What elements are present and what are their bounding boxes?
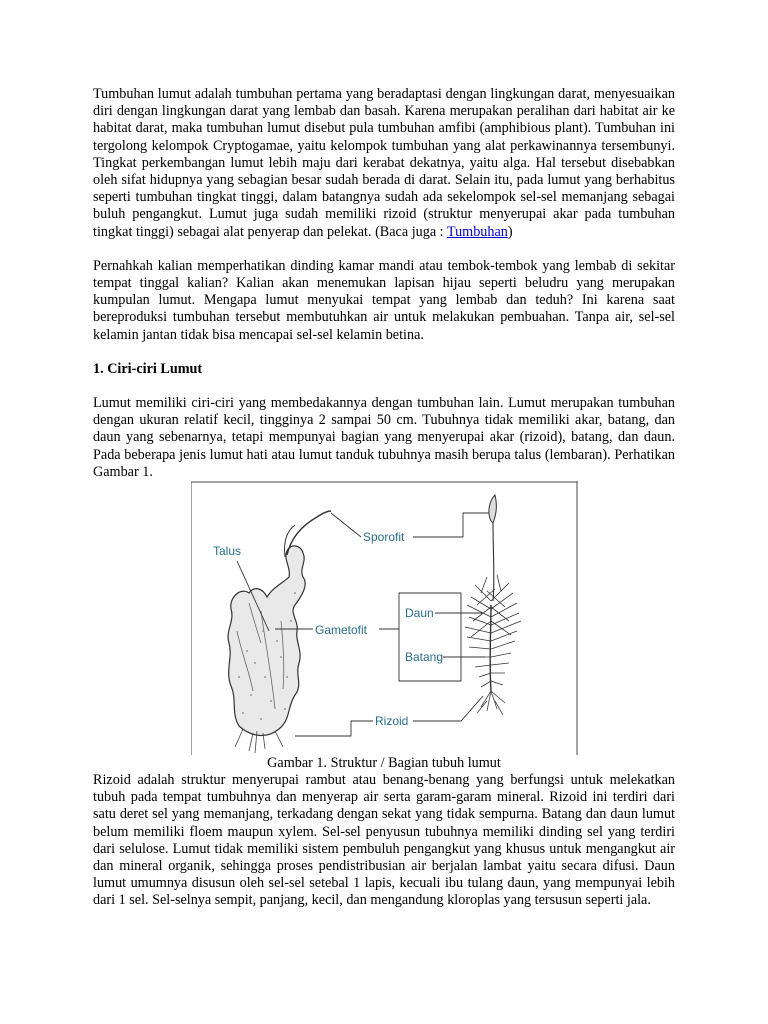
- paragraph-habitat: Pernahkah kalian memperhatikan dinding kamar mandi atau tembok-tembok yang lembab di sekitar tempat tinggal kalian? Kalian akan menemukan lapisan hijau seperti beludru yang merupakan kumpulan lumut. Mengapa lumut menyukai tempat yang lembab dan teduh? Ini karena saat bereproduksi tumbuhan tersebut membutuhkan air untuk melakukan pembuahan. Tanpa air, sel-sel kelamin jantan tidak bisa mencapai sel-sel kelamin betina.: [93, 257, 675, 343]
- tumbuhan-link[interactable]: Tumbuhan: [446, 223, 508, 240]
- daun-label: Daun: [405, 606, 434, 621]
- paragraph-characteristics: Lumut memiliki ciri-ciri yang membedakannya dengan tumbuhan lain. Lumut merupakan tumbuhan dengan ukuran relatif kecil, tingginya 2 sampai 50 cm. Tubuhnya tidak memiliki akar, batang, dan daun yang sebenarnya, tetapi mempunyai bagian yang menyerupai akar (rizoid), batang, dan daun. Pada beberapa jenis lumut hati atau lumut tanduk tubuhnya masih berupa talus (lembaran). Perhatikan Gambar 1.: [93, 395, 675, 480]
- section-heading: 1. Ciri-ciri Lumut: [93, 360, 203, 377]
- rizoid-pointer-right: [413, 696, 483, 721]
- sporofit-label: Sporofit: [363, 530, 405, 545]
- moss-diagram: [191, 481, 578, 755]
- batang-label: Batang: [405, 650, 444, 665]
- talus-label: Talus: [213, 544, 242, 559]
- figure-caption: Gambar 1. Struktur / Bagian tubuh lumut: [267, 755, 501, 772]
- rizoid-label: Rizoid: [375, 714, 409, 729]
- paragraph-intro-end: ): [507, 223, 513, 240]
- paragraph-rizoid: Rizoid adalah struktur menyerupai rambut atau benang-benang yang berfungsi untuk melekatkan tubuh pada tempat tumbuhnya dan menyerap air serta garam-garam mineral. Rizoid ini terdiri dari satu deret sel yang memanjang, terkadang dengan sekat yang tidak sempurna. Batang dan daun lumut belum memiliki floem maupun xylem. Sel-sel penyusun tubuhnya memiliki dinding sel yang terdiri dari selulose. Lumut tidak memiliki sistem pembuluh pengangkut yang khusus untuk mengangkut air dan mineral organik, sehingga proses pendistribusian air berjalan lambat yaitu secara difusi. Daun lumut umumnya disusun oleh sel-sel setebal 1 lapis, kecuali ibu tulang daun, yang mempunyai lebih dari 1 sel. Sel-selnya sempit, panjang, kecil, dan mengandung kloroplas yang tersusun seperti jala.: [93, 772, 675, 909]
- paragraph-intro: [93, 86, 675, 241]
- moss-structure-figure: [191, 481, 578, 755]
- moss-plant-drawing: [465, 495, 521, 715]
- document-body: [93, 86, 675, 910]
- sporofit-pointer-right: [413, 513, 489, 537]
- gametofit-label: Gametofit: [315, 623, 368, 638]
- sporofit-pointer-left: [331, 513, 361, 537]
- paragraph-intro-text: Tumbuhan lumut adalah tumbuhan pertama yang beradaptasi dengan lingkungan darat, menyesuaikan diri dengan lingkungan darat yang lembab dan basah. Karena merupakan peralihan dari habitat air ke habitat darat, maka tumbuhan lumut disebut pula tumbuhan amfibi (amphibious plant). Tumbuhan ini tergolong kelompok Cryptogamae, yaitu kelompok tumbuhan yang alat perkawinannya tersembunyi. Tingkat perkembangan lumut lebih maju dari kerabat dekatnya, yaitu alga. Hal tersebut disebabkan oleh sifat hidupnya yang sebagian besar sudah berada di darat. Selain itu, pada lumut yang berhabitus seperti tumbuhan tingkat tinggi, dalam batangnya sudah ada sekelompok sel-sel memanjang sebagai buluh pengangkut. Lumut juga sudah memiliki rizoid (struktur menyerupai akar pada tumbuhan tingkat tinggi) sebagai alat penyerap dan pelekat. (Baca juga :: [93, 86, 675, 240]
- rizoid-pointer-left: [295, 721, 373, 736]
